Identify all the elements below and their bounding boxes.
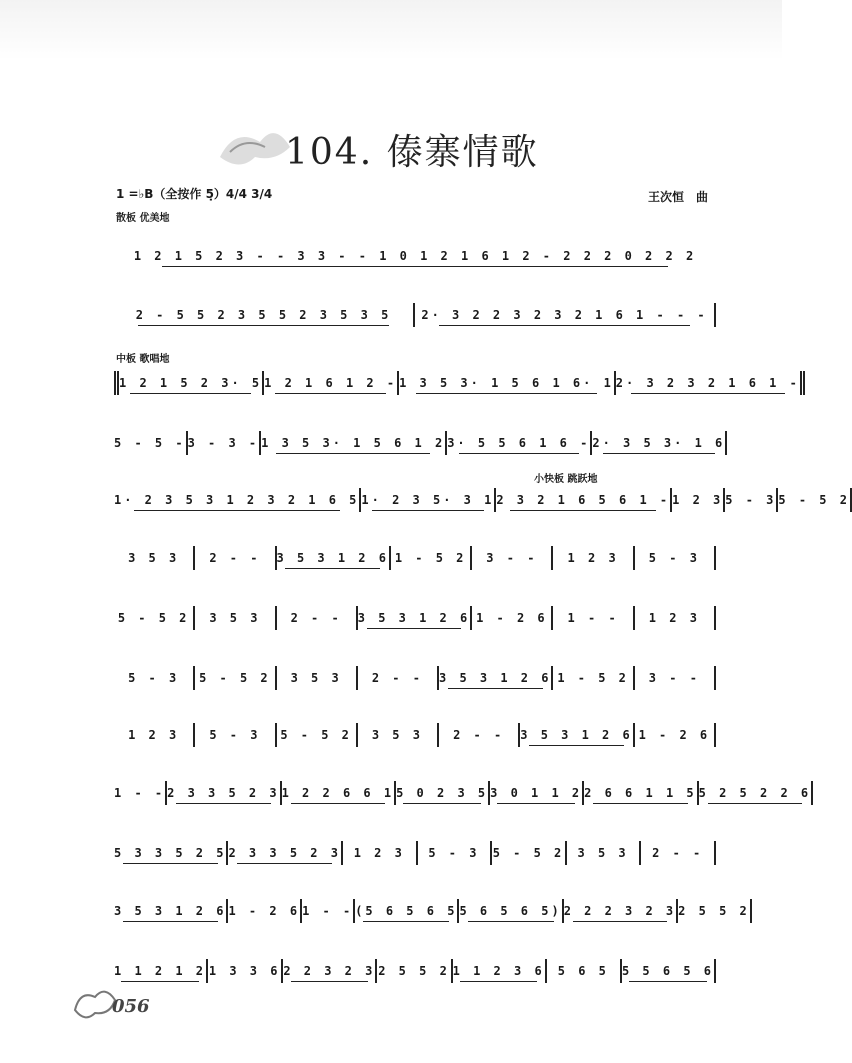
notation-line	[114, 722, 716, 748]
measure: 5 5 6 5 6	[621, 964, 715, 978]
measure: 2 5 5 2	[378, 964, 450, 978]
measure: 1 - -	[302, 904, 354, 918]
measure: 1 2 1 5 2 3· 5	[119, 376, 263, 390]
measure: 2 - -	[453, 728, 505, 742]
measure: 1 2 3	[672, 493, 724, 507]
measure: 3 5 3 1 2 6	[114, 904, 227, 918]
measure: 2 - -	[652, 846, 704, 860]
barline	[714, 606, 716, 630]
notation-line	[114, 430, 726, 456]
tempo-marking-1: 散板 优美地	[116, 213, 170, 224]
measure: 5 - 3	[128, 671, 180, 685]
measure: 1 1 2 3 6	[452, 964, 545, 978]
measure: 1 - 2 6	[476, 611, 548, 625]
measure: 5 - 5 2	[778, 493, 850, 507]
measure: 5 6 5	[557, 964, 609, 978]
measure: 3 5 3	[128, 551, 180, 565]
measure: 3· 5 5 6 1 6 -	[447, 436, 591, 450]
measure: 1 - 5 2	[557, 671, 629, 685]
barline	[714, 959, 716, 983]
measure: 5 - 5 2	[492, 846, 565, 860]
barline	[725, 431, 727, 455]
measure: 2· 3 2 2 3 2 3 2 1 6 1 - - -	[415, 308, 714, 322]
notation-line	[114, 487, 850, 513]
measure: 2 5 5 2	[678, 904, 750, 918]
tempo-marking-2: 中板 歌唱地	[116, 354, 170, 365]
measure: 5 - 5 2	[199, 671, 271, 685]
measure: 1 2 3	[648, 611, 700, 625]
measure: 3 - -	[648, 671, 700, 685]
measure: 2 2 2 3 2 3	[563, 904, 677, 918]
measure: 5 - 3	[725, 493, 777, 507]
page-title: 104. 傣寨情歌	[285, 132, 539, 173]
barline	[714, 841, 716, 865]
measure: 2 3 3 5 2 3	[228, 846, 341, 860]
measure: 5 - 5 -	[114, 436, 186, 450]
measure: 1 2 3	[128, 728, 180, 742]
measure: 1 - 2 6	[228, 904, 301, 918]
measure: 3 5 3	[577, 846, 629, 860]
page-number: 056	[112, 996, 150, 1017]
measure: 1 3 5 3· 1 5 6 1 2	[261, 436, 446, 450]
barline	[714, 303, 716, 327]
measure: 2· 3 5 3· 1 6	[592, 436, 726, 450]
measure: 3 - -	[486, 551, 538, 565]
barline	[811, 781, 813, 805]
measure: 2 - -	[371, 671, 423, 685]
measure: 5 - 3	[428, 846, 480, 860]
measure: 2 2 3 2 3	[283, 964, 376, 978]
barline	[750, 899, 752, 923]
measure: 1 2 1 6 1 2 -	[264, 376, 398, 390]
measure: 1 3 5 3· 1 5 6 1 6· 1	[399, 376, 614, 390]
measure: (5 6 5 6 5	[355, 904, 458, 918]
measure: 1 - 2 6	[638, 728, 711, 742]
notation-line	[114, 302, 716, 328]
measure: 3 5 3 1 2 6	[357, 611, 471, 625]
measure: 1 1 2 1 2	[114, 964, 207, 978]
measure: 1 2 3	[353, 846, 405, 860]
measure: 1 - -	[114, 786, 166, 800]
measure: 2 3 2 1 6 5 6 1 -	[496, 493, 671, 507]
measure: 2· 3 2 3 2 1 6 1 -	[615, 376, 800, 390]
measure: 2 - 5 5 2 3 5 5 2 3 5 3 5	[114, 308, 413, 322]
measure: 5 2 5 2 2 6	[698, 786, 812, 800]
barline	[800, 371, 805, 395]
measure: 3 5 3 1 2 6	[520, 728, 633, 742]
measure: 2 - -	[209, 551, 261, 565]
measure: 3 5 3 1 2 6	[439, 671, 552, 685]
key-signature: 1 =♭B（全按作 5̣）4/4 3/4	[116, 187, 273, 201]
cloud-ornament-icon	[215, 117, 295, 187]
notation-line	[114, 840, 716, 866]
measure: 2 6 6 1 1 5	[584, 786, 697, 800]
measure: 3 5 3 1 2 6	[276, 551, 389, 565]
measure: 1 3 3 6	[208, 964, 281, 978]
measure: 5 0 2 3 5	[396, 786, 489, 800]
notation-line	[114, 605, 716, 631]
notation-line	[114, 898, 750, 924]
composer: 王次恒 曲	[648, 190, 709, 204]
measure: 3 5 3	[371, 728, 423, 742]
barline	[714, 666, 716, 690]
notation-line	[114, 780, 812, 806]
barline	[714, 546, 716, 570]
measure: 1 - -	[567, 611, 619, 625]
notation-line	[114, 665, 716, 691]
measure: 5 6 5 6 5)	[459, 904, 562, 918]
title-block	[215, 112, 545, 192]
measure: 2 - -	[290, 611, 342, 625]
measure: 5 - 3	[648, 551, 700, 565]
page-top-shadow	[0, 0, 782, 60]
measure: 1· 2 3 5· 3 1	[361, 493, 495, 507]
notation-line	[114, 370, 800, 396]
notation-line	[114, 958, 716, 984]
tempo-marking-3: 小快板 跳跃地	[534, 474, 598, 485]
notation-line	[114, 243, 716, 269]
measure: 1 2 2 6 6 1	[281, 786, 395, 800]
measure: 5 - 5 2	[117, 611, 190, 625]
barline	[714, 723, 716, 747]
measure: 2 3 3 5 2 3	[167, 786, 280, 800]
notation-line	[114, 545, 716, 571]
measure: 5 3 3 5 2 5	[114, 846, 227, 860]
measure: 1· 2 3 5 3 1 2 3 2 1 6 5	[114, 493, 360, 507]
measure: 3 - 3 -	[187, 436, 260, 450]
measure: 1 2 1 5 2 3 - - 3 3 - - 1 0 1 2 1 6 1 2 - 2 2 2 0 2 2 2	[114, 249, 716, 263]
measure: 5 - 3	[209, 728, 261, 742]
measure: 3 5 3	[209, 611, 261, 625]
measure: 5 - 5 2	[280, 728, 352, 742]
measure: 1 2 3	[567, 551, 619, 565]
measure: 3 5 3	[290, 671, 342, 685]
measure: 3 0 1 1 2	[490, 786, 583, 800]
measure: 1 - 5 2	[394, 551, 467, 565]
